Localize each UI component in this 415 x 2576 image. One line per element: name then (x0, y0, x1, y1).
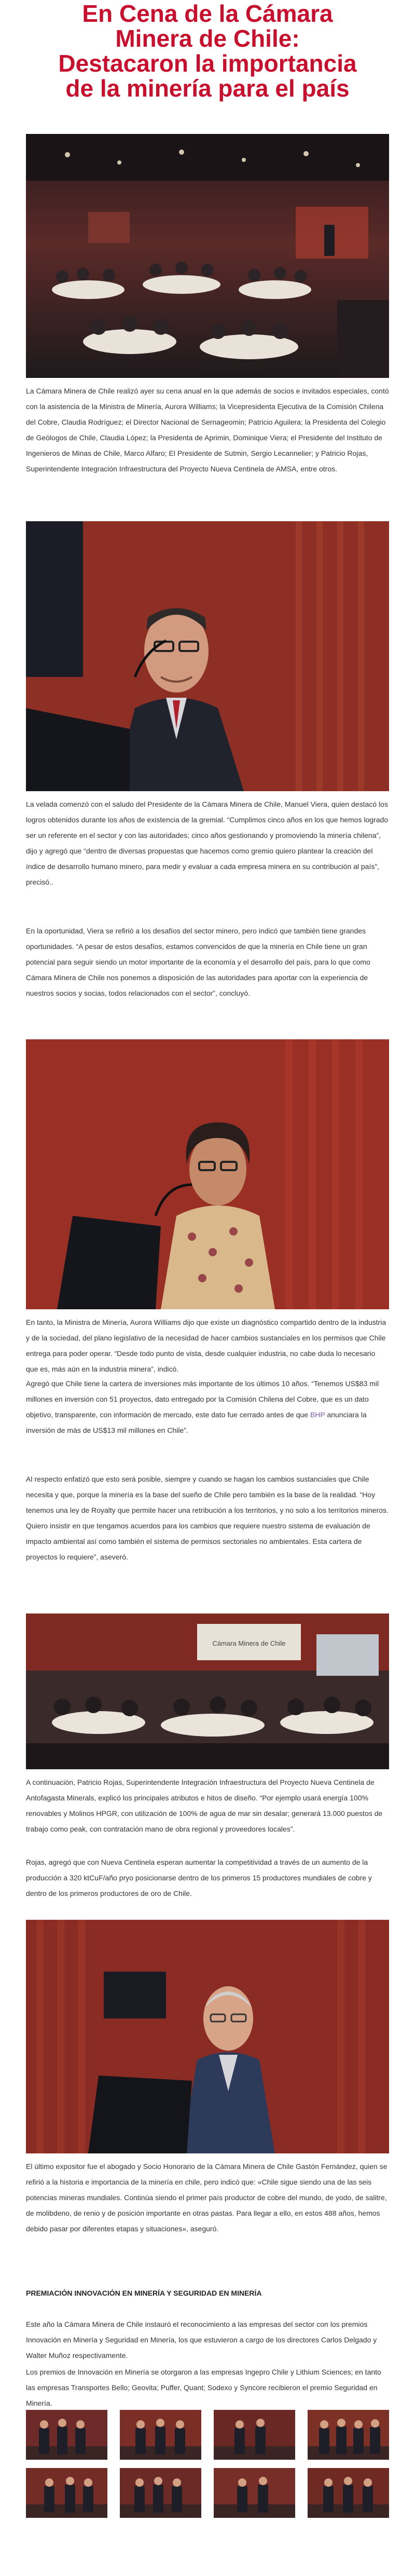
article-paragraph-8: Rojas, agregó que con Nueva Centinela esperan aumentar la competitividad a través de un aumento de la producción a 320 ktCuF/año pryo posicionarse dentro de los primeros 15 productores mundiales de cobre y dentro de los primeros productores de oro de Chile. (26, 1858, 372, 1897)
dinner-hall-photo (26, 134, 389, 378)
audience-photo (26, 1614, 389, 1769)
award-photo[interactable] (120, 2410, 201, 2460)
award-photo[interactable] (120, 2468, 201, 2518)
award-photo[interactable] (26, 2410, 107, 2460)
award-photo[interactable] (214, 2410, 295, 2460)
banner-text: Cámara Minera de Chile (212, 1639, 286, 1647)
article-paragraph-10: Este año la Cámara Minera de Chile instauró el reconocimiento a las empresas del sector con los premios Innovación en Minería y Seguridad en Minería, los que estuvieron a cargo de los directores Carlos Delgado y Walter Muñoz respectivamente. (26, 2320, 377, 2360)
paragraph-5-start: Agregó que Chile tiene la cartera de inversiones más importante de los últimos 10 años. “Tenemos US$83 mil millones en inversión con 51 proyectos, dato entregado por la Comisión Chilena del Cobre, que es un dato objetivo, transparente, con información de mercado, este dato fue cerrado antes de que (26, 1379, 379, 1419)
speaker-viera-photo (26, 521, 389, 791)
title-line-3: Destacaron la importancia (58, 50, 357, 77)
article-paragraph-1: La Cámara Minera de Chile realizó ayer su cena anual en la que además de socios e invitados especiales, contó con la asistencia de la Ministra de Minería, Aurora Williams; la Vicepresidenta Ejecutiva de la Comisión Chilena del Cobre, Claudia Rodríguez; el Director Nacional de Sernageomin; Patricio Aguilera; la Presidenta del Colegio de Geólogos de Chile, Claudia López; la Presidenta de Aprimin, Dominique Viera; el Presidente del Instituto de Ingenieros de Minas de Chile, Marco Alfaro; El Presidente de Sutmin, Sergio Lecannelier; y Patricio Rojas, Superintendente Integración Infraestructura del Proyecto Nueva Centinela de AMSA, entre otros. (26, 387, 389, 473)
article-paragraph-11: Los premios de Innovación en Minería se otorgaron a las empresas Ingepro Chile y Lithium Sciences; en tanto las empresas Transportes Bello; Geovita; Puffer, Quant; Sodexo y Syncore recibieron el premio Seguridad en Minería. (26, 2368, 381, 2407)
article-paragraph-5 (26, 1376, 389, 1438)
title-line-4: de la minería para el país (65, 75, 350, 102)
article-paragraph-4: En tanto, la Ministra de Minería, Aurora Williams dijo que existe un diagnóstico compartido dentro de la industria y de la sociedad, del plano legislativo de la necesidad de hacer cambios sustanciales en los permisos que Chile entrega para poder operar. “Desde todo punto de vista, desde cualquier industria, no cabe duda lo necesario que es, más aún en la industria minera”, indicó. (26, 1318, 386, 1373)
awards-section-heading: PREMIACIÓN INNOVACIÓN EN MINERÍA Y SEGURIDAD EN MINERÍA (26, 2289, 262, 2297)
article-paragraph-2: La velada comenzó con el saludo del Presidente de la Cámara Minera de Chile, Manuel Viera, quien destacó los logros obtenidos durante los años de existencia de la gremial. “Cumplimos cinco años en los que hemos logrado ser un referente en el sector y con las autoridades; cinco años gestionando y promoviendo la minería chilena”, dijo y agregó que “dentro de diversas propuestas que hacemos como gremio quiero plantear la creación del índice de desarrollo humano minero, para medir y evaluar a cada empresa minera en su contribución al país”, precisó.. (26, 800, 389, 886)
article-paragraph-3: En la oportunidad, Viera se refirió a los desafíos del sector minero, pero indicó que también tiene grandes oportunidades. “A pesar de estos desafíos, estamos convencidos de que la minería en Chile tiene un gran potencial para seguir siendo un motor importante de la economía y el desarrollo del país, para lo que como Cámara Minera de Chile nos ponemos a disposición de las autoridades para aportar con la experiencia de nuestros socios y socias, todos relacionados con el sector”, concluyó. (26, 927, 370, 997)
award-photo[interactable] (26, 2468, 107, 2518)
bhp-link[interactable]: BHP (310, 1411, 325, 1419)
speaker-williams-photo (26, 1039, 389, 1309)
article-title (21, 1, 394, 101)
award-gallery (26, 2410, 389, 2576)
article-paragraph-6: Al respecto enfatizó que esto será posible, siempre y cuando se hagan los cambios sustanciales que Chile necesita y que, porque la minería es la base del sueño de Chile pero también es la base de la realidad. “Hoy tenemos una ley de Royalty que permite hacer una retribución a los territorios, y no solo a los territorios mineros. Quiero insistir en que tengamos acuerdos para los cambios que requiere nuestro sistema de evaluación de impacto ambiental así como también el sistema de permisos sectoriales no ambientales. Esta cartera de proyectos lo requiere”, aseveró. (26, 1475, 389, 1561)
award-photo[interactable] (308, 2410, 389, 2460)
award-photo[interactable] (214, 2468, 295, 2518)
article-paragraph-7: A continuación, Patricio Rojas, Superintendente Integración Infraestructura del Proyecto Nueva Centinela de Antofagasta Minerals, explicó los principales atributos e hitos de diseño. “Por ejemplo usará energía 100% renovables y Molinos HPGR, con utilización de 100% de agua de mar sin desalar; generará 13.000 puestos de trabajo como peak, con contratación mano de obra regional y proveedores locales”. (26, 1778, 383, 1833)
paragraph-5-end: anunciara la inversión de más de US$13 mil millones en Chile”. (26, 1411, 367, 1434)
title-line-1: En Cena de la Cámara (82, 0, 333, 27)
award-photo[interactable] (308, 2468, 389, 2518)
article-paragraph-9: El último expositor fue el abogado y Socio Honorario de la Cámara Minera de Chile Gastón Fernández, quien se refirió a la historia e importancia de la minería en chile, pero indicó que: «Chile sigue siendo una de las seis potencias mineras mundiales. Continúa siendo el primer país productor de cobre del mundo, de yodo, de salitre, de molibdeno, de renio y de posición importante en otras pastas. Para llegar a ello, en estos 488 años, hemos debido pasar por diferentes etapas y situaciones», aseguró. (26, 2162, 388, 2233)
title-line-2: Minera de Chile: (115, 25, 300, 52)
speaker-fernandez-photo (26, 1920, 389, 2153)
